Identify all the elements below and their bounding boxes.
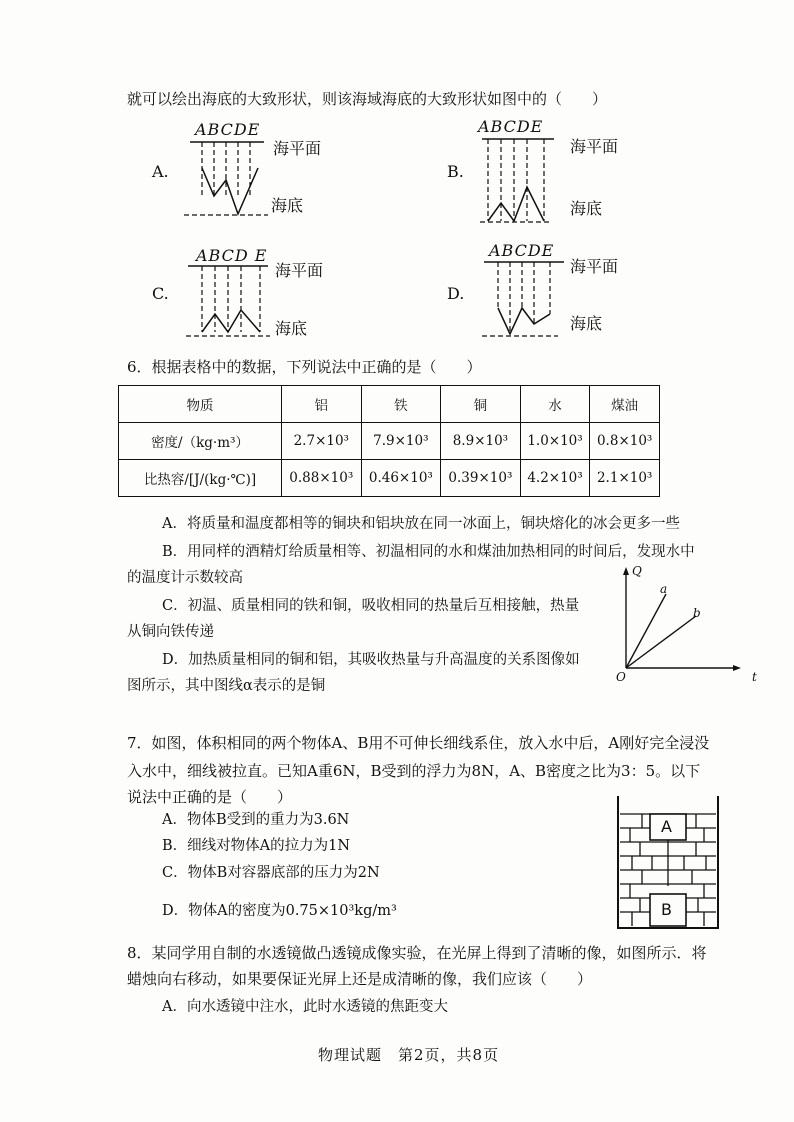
q7-option-b: B．细线对物体A的拉力为1N xyxy=(162,838,351,854)
option-label: C. xyxy=(152,284,169,303)
table-cell: 0.46×10³ xyxy=(361,460,441,497)
points-letters: ABCDE xyxy=(195,120,261,139)
seabed-diagram-a xyxy=(180,138,270,220)
table-cell: 7.9×10³ xyxy=(361,423,441,460)
q7-stem-cont: 说法中正确的是（ ） xyxy=(127,788,293,806)
sea-surface-label: 海平面 xyxy=(570,137,619,156)
points-letters: ABCDE xyxy=(489,241,555,260)
table-row xyxy=(119,386,660,423)
table-cell: 1.0×10³ xyxy=(520,423,590,460)
q6-option-a: A．将质量和温度都相等的铜块和铝块放在同一冰面上，铜块熔化的冰会更多一些 xyxy=(162,516,680,532)
seabed-label: 海底 xyxy=(275,319,308,338)
points-letters: ABCDE xyxy=(478,117,544,136)
q6-option-c-cont: 从铜向铁传递 xyxy=(127,624,214,640)
sea-surface-label: 海平面 xyxy=(273,139,322,158)
table-cell: 0.39×10³ xyxy=(441,460,521,497)
line-b-label: b xyxy=(693,606,702,620)
x-axis-label: t xyxy=(752,670,758,684)
q6-option-d-cont: 图所示，其中图线α表示的是铜 xyxy=(127,678,326,694)
q8-stem-cont: 蜡烛向右移动，如果要保证光屏上还是成清晰的像，我们应该（ ） xyxy=(127,970,593,988)
table-row xyxy=(119,423,660,460)
option-label: D. xyxy=(447,284,465,303)
box-a-label: A xyxy=(661,817,672,836)
origin-label: O xyxy=(616,670,627,684)
q-t-graph-axes xyxy=(614,564,744,684)
page-footer: 物理试题 第2页，共8页 xyxy=(318,1046,500,1064)
q7-option-d: D．物体A的密度为0.75×10³kg/m³ xyxy=(162,903,397,919)
q6-option-b: B．用同样的酒精灯给质量相等、初温相同的水和煤油加热相同的时间后，发现水中 xyxy=(162,544,695,560)
table-cell: 0.8×10³ xyxy=(590,423,660,460)
y-axis-label: Q xyxy=(632,564,643,578)
table-header-cell: 水 xyxy=(520,386,590,423)
seabed-diagram-d xyxy=(478,258,568,342)
points-letters: ABCD E xyxy=(196,246,268,265)
q6-stem: 6．根据表格中的数据，下列说法中正确的是（ ） xyxy=(127,358,482,376)
line-a xyxy=(626,594,666,668)
q7-stem: 7．如图，体积相同的两个物体A、B用不可伸长细线系住，放入水中后，A刚好完全浸没 xyxy=(127,734,710,752)
table-row xyxy=(119,460,660,497)
table-header-cell: 铝 xyxy=(282,386,362,423)
table-header-cell: 铁 xyxy=(361,386,441,423)
box-b-label: B xyxy=(661,900,672,919)
table-header-cell: 煤油 xyxy=(590,386,660,423)
q6-option-c: C．初温、质量相同的铁和铜，吸收相同的热量后互相接触，热量 xyxy=(162,598,580,614)
q6-option-d: D．加热质量相同的铜和铝，其吸收热量与升高温度的关系图像如 xyxy=(162,652,580,668)
table-cell: 4.2×10³ xyxy=(520,460,590,497)
seabed-diagram-c xyxy=(182,262,272,342)
option-label: B. xyxy=(447,162,464,181)
table-cell: 2.1×10³ xyxy=(590,460,660,497)
table-cell: 8.9×10³ xyxy=(441,423,521,460)
q7-option-c: C．物体B对容器底部的压力为2N xyxy=(162,865,380,881)
q6-data-table xyxy=(118,385,660,497)
table-cell: 比热容/[J/(kg·℃)] xyxy=(119,460,282,497)
table-cell: 0.88×10³ xyxy=(282,460,362,497)
seabed-label: 海底 xyxy=(570,199,603,218)
table-cell: 密度/（kg·m³） xyxy=(119,423,282,460)
q6-option-b-cont: 的温度计示数较高 xyxy=(127,570,243,586)
option-label: A. xyxy=(152,162,169,181)
seabed-label: 海底 xyxy=(570,314,603,333)
sea-surface-label: 海平面 xyxy=(275,261,324,280)
q7-stem-cont: 入水中，细线被拉直。已知A重6N，B受到的浮力为8N，A、B密度之比为3：5。以下 xyxy=(127,762,701,780)
sea-surface-label: 海平面 xyxy=(570,257,619,276)
line-a-label: a xyxy=(660,582,669,596)
table-header-cell: 物质 xyxy=(119,386,282,423)
q5-stem: 就可以绘出海底的大致形状，则该海域海底的大致形状如图中的（ ） xyxy=(127,90,608,108)
q8-stem: 8．某同学用自制的水透镜做凸透镜成像实验，在光屏上得到了清晰的像，如图所示．将 xyxy=(127,944,707,962)
seabed-diagram-b xyxy=(470,135,560,227)
table-cell: 2.7×10³ xyxy=(282,423,362,460)
table-header-cell: 铜 xyxy=(441,386,521,423)
q7-option-a: A．物体B受到的重力为3.6N xyxy=(162,812,350,828)
q8-option-a: A．向水透镜中注水，此时水透镜的焦距变大 xyxy=(162,999,448,1015)
seabed-label: 海底 xyxy=(271,196,304,215)
line-b xyxy=(626,616,696,668)
